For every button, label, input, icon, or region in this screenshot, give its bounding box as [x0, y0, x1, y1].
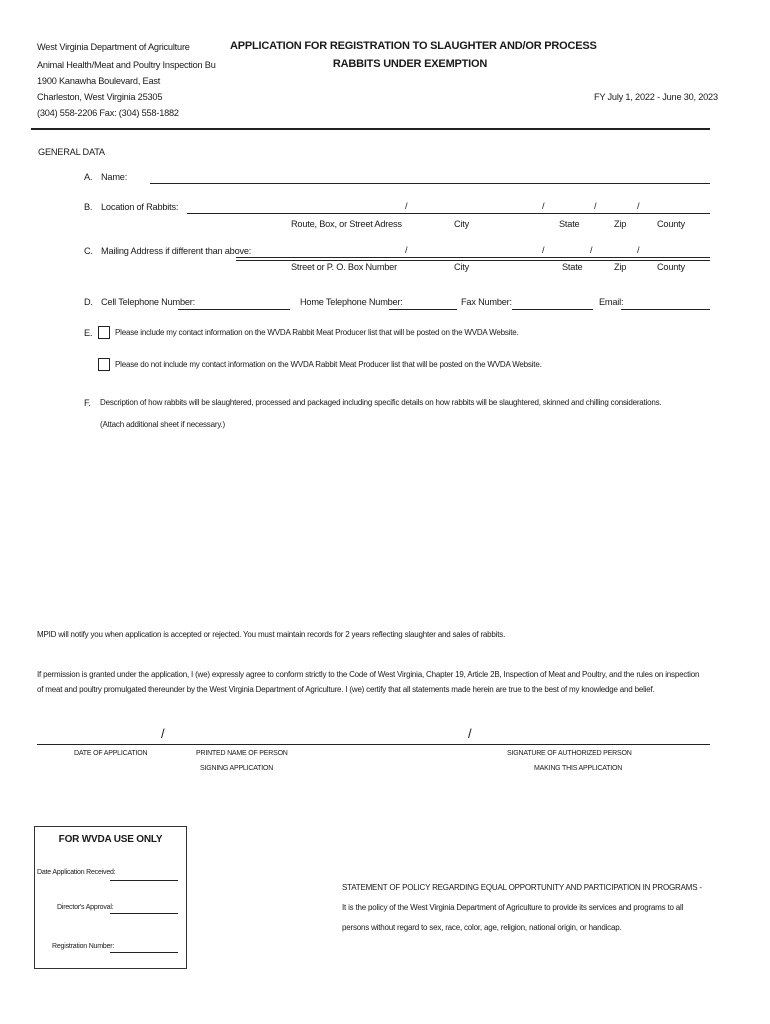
agency-street: 1900 Kanawha Boulevard, East	[37, 76, 161, 86]
include-listing-checkbox[interactable]	[98, 326, 110, 339]
office-use-box	[34, 826, 187, 969]
signature-caption-2: MAKING THIS APPLICATION	[534, 765, 623, 772]
email-field[interactable]	[621, 309, 710, 310]
form-title-line-2: RABBITS UNDER EXEMPTION	[332, 58, 488, 70]
item-letter-b: B.	[84, 202, 93, 212]
separator-slash: /	[542, 245, 545, 255]
agreement-line-2: of meat and poultry promulgated thereunder by the West Virginia Department of Agriculture. I (we) certify that all statements made herein are true to the best of my knowledge and belief.	[37, 685, 655, 694]
item-letter-c: C.	[84, 246, 93, 256]
separator-slash: /	[405, 201, 408, 211]
name-label: Name:	[101, 172, 128, 182]
mailing-zip-caption: Zip	[614, 262, 627, 272]
cell-phone-label: Cell Telephone Number:	[101, 297, 195, 307]
include-listing-label: Please include my contact information on the WVDA Rabbit Meat Producer list that will be posted on the WVDA Website.	[115, 328, 519, 337]
exclude-listing-checkbox[interactable]	[98, 358, 110, 371]
agreement-line-1: If permission is granted under the application, I (we) expressly agree to conform strictly to the Code of West Virginia, Chapter 19, Article 2B, Inspection of Meat and Poultry, and the rules on inspection	[37, 670, 700, 679]
mailing-street-caption: Street or P. O. Box Number	[291, 262, 397, 272]
notification-notice: MPID will notify you when application is accepted or rejected. You must maintain records for 2 years reflecting slaughter and sales of rabbits.	[37, 630, 506, 639]
office-use-title: FOR WVDA USE ONLY	[58, 834, 163, 845]
date-received-label: Date Application Received:	[37, 869, 116, 876]
date-received-field[interactable]	[110, 880, 178, 881]
date-of-application-caption: DATE OF APPLICATION	[74, 750, 148, 757]
item-letter-d: D.	[84, 297, 93, 307]
header-divider	[31, 128, 710, 130]
signature-caption-1: SIGNATURE OF AUTHORIZED PERSON	[507, 750, 632, 757]
email-label: Email:	[599, 297, 624, 307]
location-label: Location of Rabbits:	[101, 202, 179, 212]
agency-phone: (304) 558-2206 Fax: (304) 558-1882	[37, 108, 179, 118]
registration-number-field[interactable]	[110, 952, 178, 953]
mailing-address-underline	[236, 260, 710, 261]
directors-approval-label: Director's Approval:	[57, 904, 114, 911]
printed-name-caption-1: PRINTED NAME OF PERSON	[196, 750, 288, 757]
separator-slash: /	[594, 201, 597, 211]
policy-line-1: It is the policy of the West Virginia Department of Agriculture to provide its services and programs to all	[342, 903, 684, 912]
fiscal-year: FY July 1, 2022 - June 30, 2023	[594, 92, 718, 102]
mailing-county-caption: County	[657, 262, 685, 272]
item-letter-f: F.	[84, 398, 91, 408]
registration-number-label: Registration Number:	[52, 943, 115, 950]
signature-slash: /	[161, 726, 165, 741]
signature-field[interactable]	[37, 744, 710, 745]
name-field[interactable]	[150, 183, 710, 184]
home-phone-field[interactable]	[389, 309, 457, 310]
cell-phone-field[interactable]	[178, 309, 290, 310]
fax-field[interactable]	[512, 309, 593, 310]
separator-slash: /	[590, 245, 593, 255]
mailing-state-caption: State	[562, 262, 583, 272]
mailing-address-label: Mailing Address if different than above:	[101, 246, 252, 256]
location-state-caption: State	[559, 219, 580, 229]
attach-sheet-note: (Attach additional sheet if necessary.)	[100, 420, 226, 429]
exclude-listing-label: Please do not include my contact information on the WVDA Rabbit Meat Producer list that will be posted on the WVDA Website.	[115, 360, 542, 369]
item-letter-e: E.	[84, 328, 93, 338]
agency-name: West Virginia Department of Agriculture	[37, 42, 190, 52]
separator-slash: /	[637, 201, 640, 211]
location-street-caption: Route, Box, or Street Adress	[291, 219, 402, 229]
mailing-address-field[interactable]	[236, 257, 710, 258]
location-zip-caption: Zip	[614, 219, 627, 229]
policy-title: STATEMENT OF POLICY REGARDING EQUAL OPPORTUNITY AND PARTICIPATION IN PROGRAMS -	[342, 883, 702, 892]
policy-line-2: persons without regard to sex, race, color, age, religion, national origin, or handicap.	[342, 923, 622, 932]
agency-bureau: Animal Health/Meat and Poultry Inspection Bu	[37, 60, 216, 70]
location-city-caption: City	[454, 219, 470, 229]
home-phone-label: Home Telephone Number:	[300, 297, 403, 307]
fax-label: Fax Number:	[461, 297, 512, 307]
slaughter-description-area[interactable]	[100, 436, 710, 616]
agency-city: Charleston, West Virginia 25305	[37, 92, 163, 102]
location-county-caption: County	[657, 219, 685, 229]
printed-name-caption-2: SIGNING APPLICATION	[200, 765, 274, 772]
separator-slash: /	[637, 245, 640, 255]
form-title-line-1: APPLICATION FOR REGISTRATION TO SLAUGHTER AND/OR PROCESS	[230, 40, 597, 52]
location-field[interactable]	[187, 213, 710, 214]
mailing-city-caption: City	[454, 262, 470, 272]
separator-slash: /	[405, 245, 408, 255]
directors-approval-field[interactable]	[110, 913, 178, 914]
section-title-general-data: GENERAL DATA	[38, 147, 105, 157]
item-letter-a: A.	[84, 172, 93, 182]
slaughter-description-instructions: Description of how rabbits will be slaughtered, processed and packaged including specific details on how rabbits will be slaughtered, skinned and chilling considerations.	[100, 398, 662, 407]
separator-slash: /	[542, 201, 545, 211]
signature-slash: /	[468, 726, 472, 741]
